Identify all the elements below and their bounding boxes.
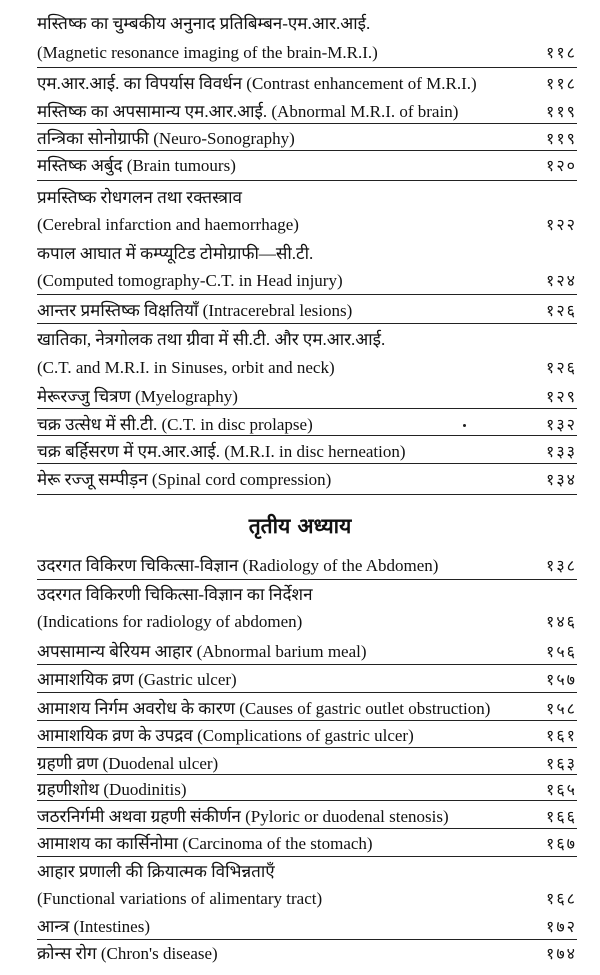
toc-entry-page-number: १४६: [546, 612, 577, 631]
toc-entry-title: आमाशय निर्गम अवरोध के कारण (Causes of gastric outlet obstruction): [37, 699, 491, 718]
toc-separator-rule: [37, 323, 577, 324]
toc-entry: [37, 297, 577, 324]
toc-entry: [37, 411, 577, 438]
toc-entry: [37, 803, 577, 830]
toc-entry: [37, 913, 577, 940]
toc-entry-page-number: १७२: [546, 917, 577, 936]
toc-entry: [37, 940, 577, 967]
toc-entry-title: अपसामान्य बेरियम आहार (Abnormal barium meal): [37, 642, 367, 661]
toc-separator-rule: [37, 150, 577, 151]
toc-entry-page-number: १६३: [546, 754, 577, 773]
toc-entry-title: आमाशयिक व्रण (Gastric ulcer): [37, 670, 237, 689]
toc-entry-title: मस्तिष्क का अपसामान्य एम.आर.आई. (Abnormal M.R.I. of brain): [37, 102, 459, 121]
toc-separator-rule: [37, 747, 577, 748]
toc-entry: [37, 438, 577, 465]
toc-entry: [37, 830, 577, 857]
toc-separator-rule: [37, 294, 577, 295]
toc-entry: [37, 466, 577, 493]
toc-entry: [37, 722, 577, 749]
toc-entry-page-number: १५६: [546, 642, 577, 661]
toc-entry: [37, 695, 577, 722]
toc-entry: [37, 184, 577, 211]
toc-separator-rule: [37, 692, 577, 693]
toc-entry-title: ग्रहणीशोथ (Duodinitis): [37, 780, 187, 799]
toc-entry: [37, 70, 577, 97]
toc-entry-title: उदरगत विकिरणी चिकित्सा-विज्ञान का निर्देशन: [37, 585, 313, 604]
toc-entry-title: मेरूरज्जु चित्रण (Myelography): [37, 387, 238, 406]
toc-entry-title: मेरू रज्जू सम्पीड़न (Spinal cord compression): [37, 470, 332, 489]
toc-entry: [37, 885, 577, 912]
toc-entry-page-number: ११८: [546, 43, 577, 62]
toc-separator-rule: [37, 664, 577, 665]
toc-separator-rule: [37, 856, 577, 857]
toc-entry-title: आमाशयिक व्रण के उपद्रव (Complications of gastric ulcer): [37, 726, 414, 745]
toc-entry: [37, 552, 577, 579]
toc-entry-title: आहार प्रणाली की क्रियात्मक विभिन्नताएँ: [37, 862, 275, 881]
toc-entry-title: (Functional variations of alimentary tract): [37, 889, 323, 908]
toc-entry-page-number: १२०: [546, 156, 577, 175]
toc-entry-title: (Cerebral infarction and haemorrhage): [37, 215, 299, 234]
toc-entry-page-number: ११९: [546, 129, 577, 148]
toc-entry-title: आन्तर प्रमस्तिष्क विक्षतियाँ (Intracerebral lesions): [37, 301, 353, 320]
toc-entry: [37, 152, 577, 179]
toc-entry: [37, 638, 577, 665]
toc-entry-page-number: ११८: [546, 74, 577, 93]
toc-entry-page-number: १५८: [546, 699, 577, 718]
toc-entry: [37, 354, 577, 381]
toc-entry-title: एम.आर.आई. का विपर्यास विवर्धन (Contrast enhancement of M.R.I.): [37, 74, 477, 93]
toc-separator-rule: [37, 579, 577, 580]
toc-separator-rule: [37, 800, 577, 801]
toc-entry-title: (C.T. and M.R.I. in Sinuses, orbit and neck): [37, 358, 335, 377]
toc-separator-rule: [37, 720, 577, 721]
stray-dot: [463, 424, 466, 427]
toc-entry-title: मस्तिष्क अर्बुद (Brain tumours): [37, 156, 236, 175]
toc-entry: [37, 10, 577, 37]
toc-entry-page-number: १६६: [546, 807, 577, 826]
toc-separator-rule: [37, 180, 577, 181]
toc-entry-title: तन्त्रिका सोनोग्राफी (Neuro-Sonography): [37, 129, 295, 148]
toc-entry: [37, 211, 577, 238]
toc-entry-page-number: १२४: [546, 271, 577, 290]
toc-entry: [37, 240, 577, 267]
toc-entry: [37, 39, 577, 66]
toc-entry-title: आन्त्र (Intestines): [37, 917, 151, 936]
toc-entry: [37, 383, 577, 410]
toc-entry-page-number: १२२: [546, 215, 577, 234]
toc-separator-rule: [37, 463, 577, 464]
toc-separator-rule: [37, 774, 577, 775]
toc-separator-rule: [37, 67, 577, 68]
toc-entry: [37, 98, 577, 125]
toc-entry: [37, 776, 577, 803]
toc-entry-title: खातिका, नेत्रगोलक तथा ग्रीवा में सी.टी. और एम.आर.आई.: [37, 330, 386, 349]
toc-entry-page-number: १५७: [546, 670, 577, 689]
toc-entry-page-number: १६५: [546, 780, 577, 799]
toc-entry-title: क्रोन्स रोग (Chron's disease): [37, 944, 218, 963]
toc-entry-title: चक्र उत्सेध में सी.टी. (C.T. in disc prolapse): [37, 415, 313, 434]
toc-entry-page-number: ११९: [546, 102, 577, 121]
toc-entry-page-number: १६७: [546, 834, 577, 853]
toc-entry-page-number: १३४: [546, 470, 577, 489]
toc-entry-page-number: १३२: [546, 415, 577, 434]
toc-entry: [37, 608, 577, 635]
toc-separator-rule: [37, 408, 577, 409]
toc-entry-title: उदरगत विकिरण चिकित्सा-विज्ञान (Radiology of the Abdomen): [37, 556, 439, 575]
toc-separator-rule: [37, 494, 577, 495]
toc-entry-title: कपाल आघात में कम्प्यूटिड टोमोग्राफी—सी.टी.: [37, 244, 314, 263]
toc-entry-page-number: १२६: [546, 301, 577, 320]
toc-entry-title: मस्तिष्क का चुम्बकीय अनुनाद प्रतिबिम्बन-एम.आर.आई.: [37, 14, 371, 33]
toc-entry: [37, 326, 577, 353]
toc-entry-title: ग्रहणी व्रण (Duodenal ulcer): [37, 754, 219, 773]
toc-separator-rule: [37, 435, 577, 436]
toc-entry-page-number: १७४: [546, 944, 577, 963]
toc-entry-page-number: १६१: [546, 726, 577, 745]
chapter-heading: तृतीय अध्याय: [248, 514, 352, 538]
toc-entry-title: (Computed tomography-C.T. in Head injury): [37, 271, 343, 290]
toc-entry: [37, 750, 577, 777]
toc-entry: [37, 581, 577, 608]
toc-entry-title: जठरनिर्गमी अथवा ग्रहणी संकीर्णन (Pyloric or duodenal stenosis): [37, 807, 449, 826]
toc-entry-title: प्रमस्तिष्क रोधगलन तथा रक्तस्त्राव: [37, 188, 242, 207]
toc-entry-page-number: १६८: [546, 889, 577, 908]
toc-separator-rule: [37, 123, 577, 124]
toc-entry-title: चक्र बर्हिसरण में एम.आर.आई. (M.R.I. in disc herneation): [37, 442, 406, 461]
toc-entry: [37, 666, 577, 693]
toc-entry-page-number: १३३: [546, 442, 577, 461]
toc-entry: [37, 858, 577, 885]
toc-entry-page-number: १२६: [546, 358, 577, 377]
toc-separator-rule: [37, 939, 577, 940]
toc-entry-page-number: १२९: [546, 387, 577, 406]
toc-separator-rule: [37, 828, 577, 829]
toc-entry: [37, 267, 577, 294]
toc-entry-title: (Indications for radiology of abdomen): [37, 612, 303, 631]
toc-entry-page-number: १३८: [546, 556, 577, 575]
toc-entry-title: आमाशय का कार्सिनोमा (Carcinoma of the stomach): [37, 834, 373, 853]
toc-entry: [37, 125, 577, 152]
toc-entry-title: (Magnetic resonance imaging of the brain-M.R.I.): [37, 43, 378, 62]
